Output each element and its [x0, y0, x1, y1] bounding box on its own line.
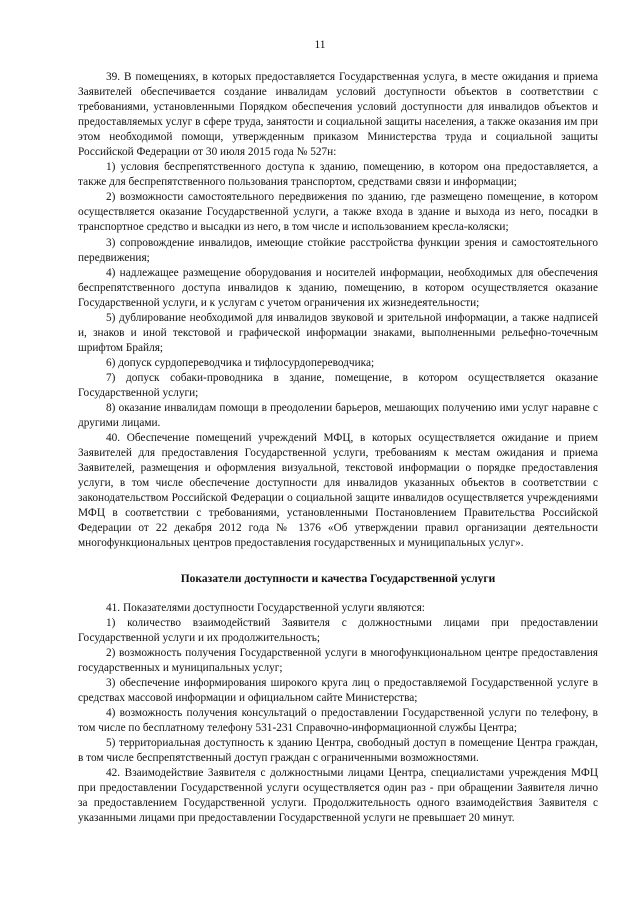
paragraph-40: 40. Обеспечение помещений учреждений МФЦ, в которых осуществляется ожидание и прием Заявителей для предоставления Государственной услуги, требованиям к местам ожидания и приема Заявителей, размещения и оформления визуальной, текстовой информации о порядке предоставления услуги, в том числе обеспечение доступности для инвалидов указанных объектов в соответствии с законодательством Российской Федерации о социальной защите инвалидов осуществляется учреждениями МФЦ в соответствии с требованиями, установленными Постановлением Правительства Российской Федерации от 22 декабря 2012 года № 1376 «Об утверждении правил организации деятельности многофункциональных центров предоставления государственных и муниципальных услуг».	[78, 432, 598, 550]
list-item: 6) допуск сурдопереводчика и тифлосурдопереводчика;	[106, 356, 375, 369]
list-item: 3) сопровождение инвалидов, имеющие стойкие расстройства функции зрения и самостоятельного передвижения;	[78, 236, 598, 264]
list-item: 2) возможность получения Государственной услуги в многофункциональном центре предоставления государственных и муниципальных услуг;	[78, 646, 598, 674]
paragraph-39: 39. В помещениях, в которых предоставляется Государственная услуга, в месте ожидания и приема Заявителей обеспечивается создание инвалидам условий доступности объектов в соответствии с требованиями, установленными Порядком обеспечения условий доступности для инвалидов объектов и предоставляемых услуг в сфере труда, занятости и социальной защиты населения, а также оказания им при этом необходимой помощи, утвержденным приказом Министерства труда и социальной защиты Российской Федерации от 30 июля 2015 года № 527н:	[78, 71, 598, 159]
document-body	[78, 70, 598, 826]
list-item: 5) территориальная доступность к зданию Центра, свободный доступ в помещение Центра граждан, в том числе беспрепятственный доступ граждан с ограниченными возможностями.	[78, 736, 598, 765]
list-item: 1) условия беспрепятственного доступа к зданию, помещению, в котором она предоставляется, а также для беспрепятственного пользования транспортом, средствами связи и информации;	[78, 161, 598, 189]
list-item: 8) оказание инвалидам помощи в преодолении барьеров, мешающих получению ими услуг наравне с другими лицами.	[78, 402, 598, 430]
paragraph-41: 41. Показателями доступности Государственной услуги являются:	[106, 601, 425, 614]
section-heading: Показатели доступности и качества Государственной услуги	[180, 572, 496, 585]
list-item: 1) количество взаимодействий Заявителя с должностными лицами при предоставлении Государственной услуги и их продолжительность;	[78, 616, 598, 644]
list-item: 4) надлежащее размещение оборудования и носителей информации, необходимых для обеспечения беспрепятственного доступа инвалидов к зданию, помещению, в котором осуществляется оказание Государственной услуги, и к услугам с учетом ограничения их жизнедеятельности;	[78, 266, 598, 309]
paragraph-42: 42. Взаимодействие Заявителя с должностными лицами Центра, специалистами учреждения МФЦ при предоставлении Государственной услуги осуществляется один раз - при обращении Заявителя лично за предоставлением Государственной услуги. Продолжительность одного взаимодействия Заявителя с указанными лицами при предоставлении Государственной услуги не превышает 20 минут.	[78, 767, 598, 825]
list-item: 7) допуск собаки-проводника в здание, помещение, в котором осуществляется оказание Государственной услуги;	[78, 371, 598, 399]
list-item: 2) возможности самостоятельного передвижения по зданию, где размещено помещение, в котором осуществляется оказание Государственной услуги, а также входа в здание и выхода из него, посадки в транспортное средство и высадки из него, в том числе и использованием кресла-коляски;	[78, 191, 598, 234]
page-number: 11	[314, 39, 326, 51]
list-item: 5) дублирование необходимой для инвалидов звуковой и зрительной информации, а также надписей и, знаков и иной текстовой и графической информации знаками, выполненными рельефно-точечным шрифтом Брайля;	[78, 311, 598, 354]
list-item: 4) возможность получения консультаций о предоставлении Государственной услуги по телефону, в том числе по бесплатному телефону 531-231 Справочно-информационной службы Центра;	[78, 706, 598, 734]
list-item: 3) обеспечение информирования широкого круга лиц о предоставляемой Государственной услуге в средствах массовой информации и официальном сайте Министерства;	[78, 676, 598, 704]
